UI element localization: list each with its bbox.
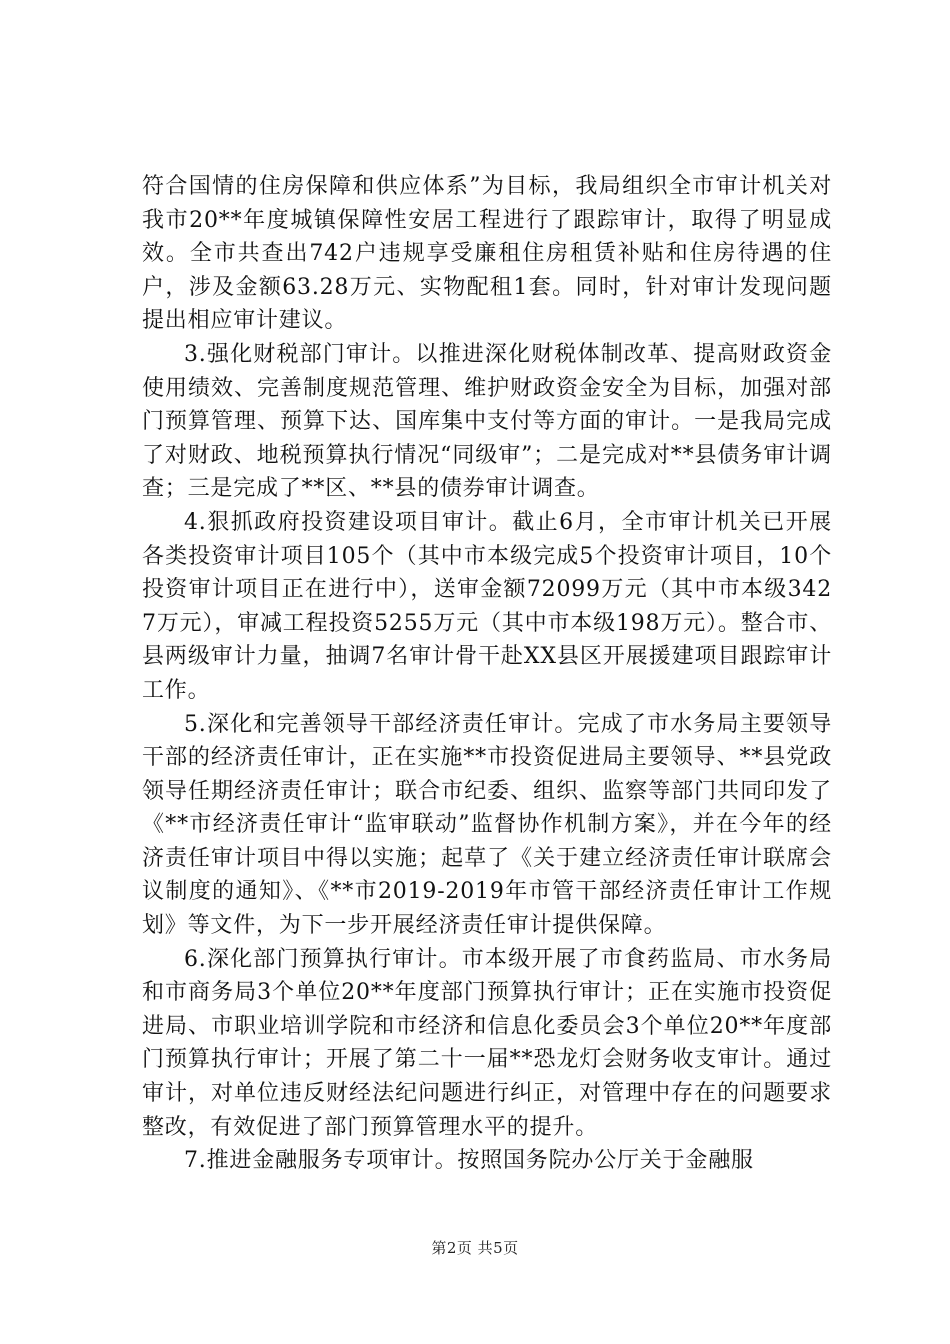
paragraph-item-7: 7.推进金融服务专项审计。按照国务院办公厅关于金融服 bbox=[184, 1148, 754, 1174]
page-number-footer: 第2页 共5页 bbox=[431, 1239, 519, 1257]
paragraph-item-5: 5.深化和完善领导干部经济责任审计。完成了市水务局主要领导干部的经济责任审计，正在实施**市投资促进局主要领导、**县党政领导任期经济责任审计；联合市纪委、组织、监察等部门共同印发了《**市经济责任审计“监审联动”监督协作机制方案》，并在今年的经济责任审计项目中得以实施；起草了《关于建立经济责任审计联席会议制度的通知》、《**市2019-2019年市管干部经济责任审计工作规划》等文件，为下一步开展经济责任审计提供保障。 bbox=[142, 711, 832, 939]
paragraph-item-6: 6.深化部门预算执行审计。市本级开展了市食药监局、市水务局和市商务局3个单位20**年度部门预算执行审计；正在实施市投资促进局、市职业培训学院和市经济和信息化委员会3个单位20**年度部门预算执行审计；开展了第二十一届**恐龙灯会财务收支审计。通过审计，对单位违反财经法纪问题进行纠正，对管理中存在的问题要求整改，有效促进了部门预算管理水平的提升。 bbox=[142, 946, 832, 1140]
document-body bbox=[142, 170, 832, 1178]
paragraph-item-3: 3.强化财税部门审计。以推进深化财税体制改革、提高财政资金使用绩效、完善制度规范管理、维护财政资金安全为目标，加强对部门预算管理、预算下达、国库集中支付等方面的审计。一是我局完成了对财政、地税预算执行情况“同级审”；二是完成对**县债务审计调查；三是完成了**区、**县的债券审计调查。 bbox=[142, 341, 832, 502]
paragraph-item-4: 4.狠抓政府投资建设项目审计。截止6月，全市审计机关已开展各类投资审计项目105个（其中市本级完成5个投资审计项目，10个投资审计项目正在进行中），送审金额72099万元（其中市本级3427万元），审减工程投资5255万元（其中市本级198万元）。整合市、县两级审计力量，抽调7名审计骨干赴XX县区开展援建项目跟踪审计工作。 bbox=[142, 509, 832, 703]
paragraph-continuation: 符合国情的住房保障和供应体系”为目标，我局组织全市审计机关对我市20**年度城镇保障性安居工程进行了跟踪审计，取得了明显成效。全市共查出742户违规享受廉租住房租赁补贴和住房待遇的住户，涉及金额63.28万元、实物配租1套。同时，针对审计发现问题提出相应审计建议。 bbox=[142, 174, 832, 334]
